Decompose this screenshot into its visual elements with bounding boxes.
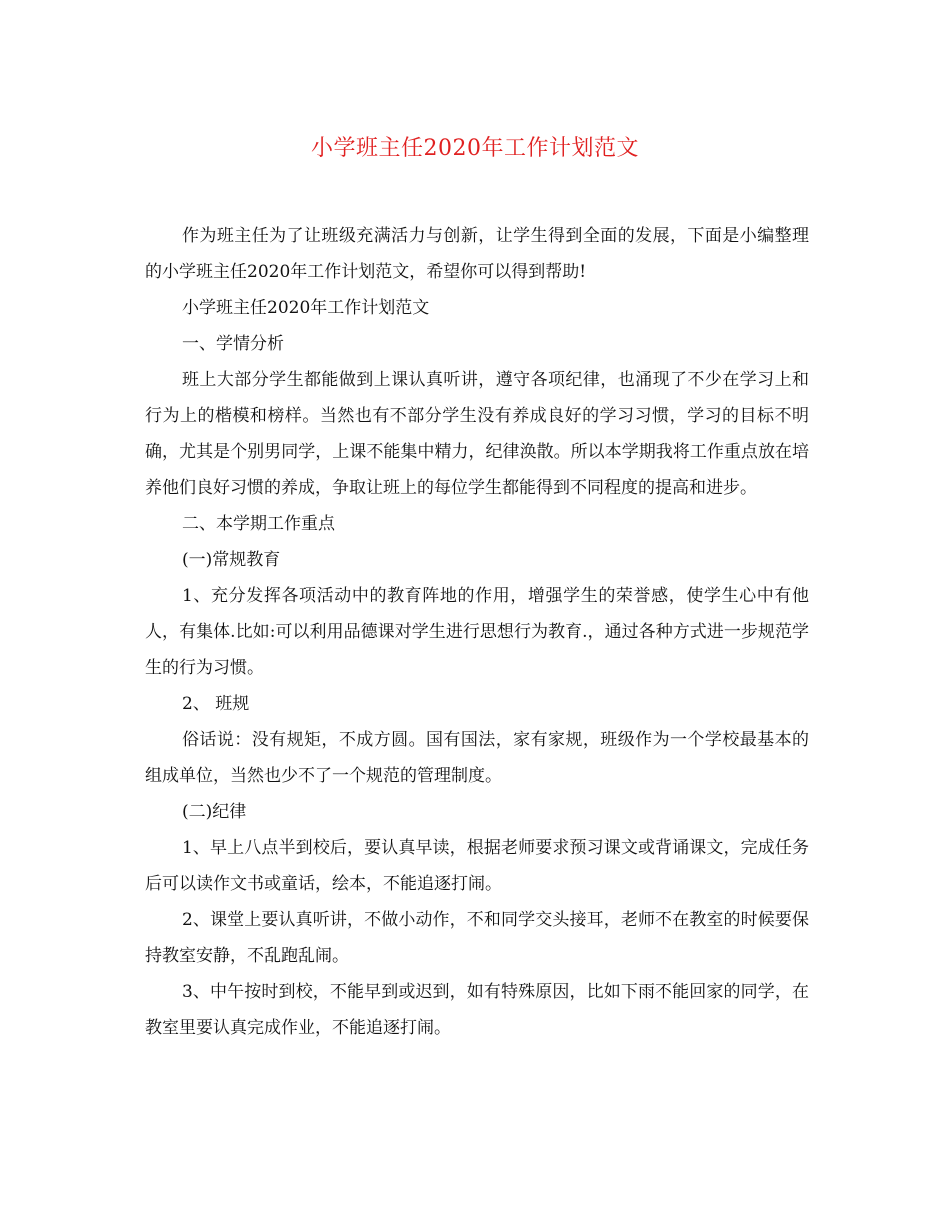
document-body (145, 218, 809, 1046)
discipline-item-3: 3、中午按时到校，不能早到或迟到，如有特殊原因，比如下雨不能回家的同学，在教室里要认真完成作业，不能追逐打闹。 (145, 982, 809, 1038)
subsection-heading-2: (二)纪律 (182, 802, 247, 822)
paragraph-analysis: 班上大部分学生都能做到上课认真听讲，遵守各项纪律，也涌现了不少在学习上和行为上的楷模和榜样。当然也有不部分学生没有养成良好的学习习惯，学习的目标不明确，尤其是个别男同学，上课不能集中精力，纪律涣散。所以本学期我将工作重点放在培养他们良好习惯的养成，争取让班上的每位学生都能得到不同程度的提高和进步。 (145, 370, 809, 498)
section-heading-1: 一、学情分析 (182, 334, 284, 354)
list-item-2: 2、 班规 (182, 694, 250, 714)
subsection-heading-1: (一)常规教育 (182, 550, 281, 570)
section-heading-2: 二、本学期工作重点 (182, 514, 335, 534)
discipline-item-1: 1、早上八点半到校后，要认真早读，根据老师要求预习课文或背诵课文，完成任务后可以读作文书或童话，绘本，不能追逐打闹。 (145, 838, 809, 894)
discipline-item-2: 2、课堂上要认真听讲，不做小动作，不和同学交头接耳，老师不在教室的时候要保持教室安静，不乱跑乱闹。 (145, 910, 809, 966)
paragraph-subtitle: 小学班主任2020年工作计划范文 (182, 298, 430, 318)
paragraph-rules: 俗话说：没有规矩，不成方圆。国有国法，家有家规，班级作为一个学校最基本的组成单位，当然也少不了一个规范的管理制度。 (145, 730, 809, 786)
document-title: 小学班主任2020年工作计划范文 (311, 136, 639, 161)
paragraph-intro: 作为班主任为了让班级充满活力与创新，让学生得到全面的发展，下面是小编整理的小学班主任2020年工作计划范文，希望你可以得到帮助! (145, 226, 809, 282)
list-item-1: 1、充分发挥各项活动中的教育阵地的作用，增强学生的荣誉感，使学生心中有他人，有集体.比如:可以利用品德课对学生进行思想行为教育.，通过各种方式进一步规范学生的行为习惯。 (145, 586, 809, 678)
